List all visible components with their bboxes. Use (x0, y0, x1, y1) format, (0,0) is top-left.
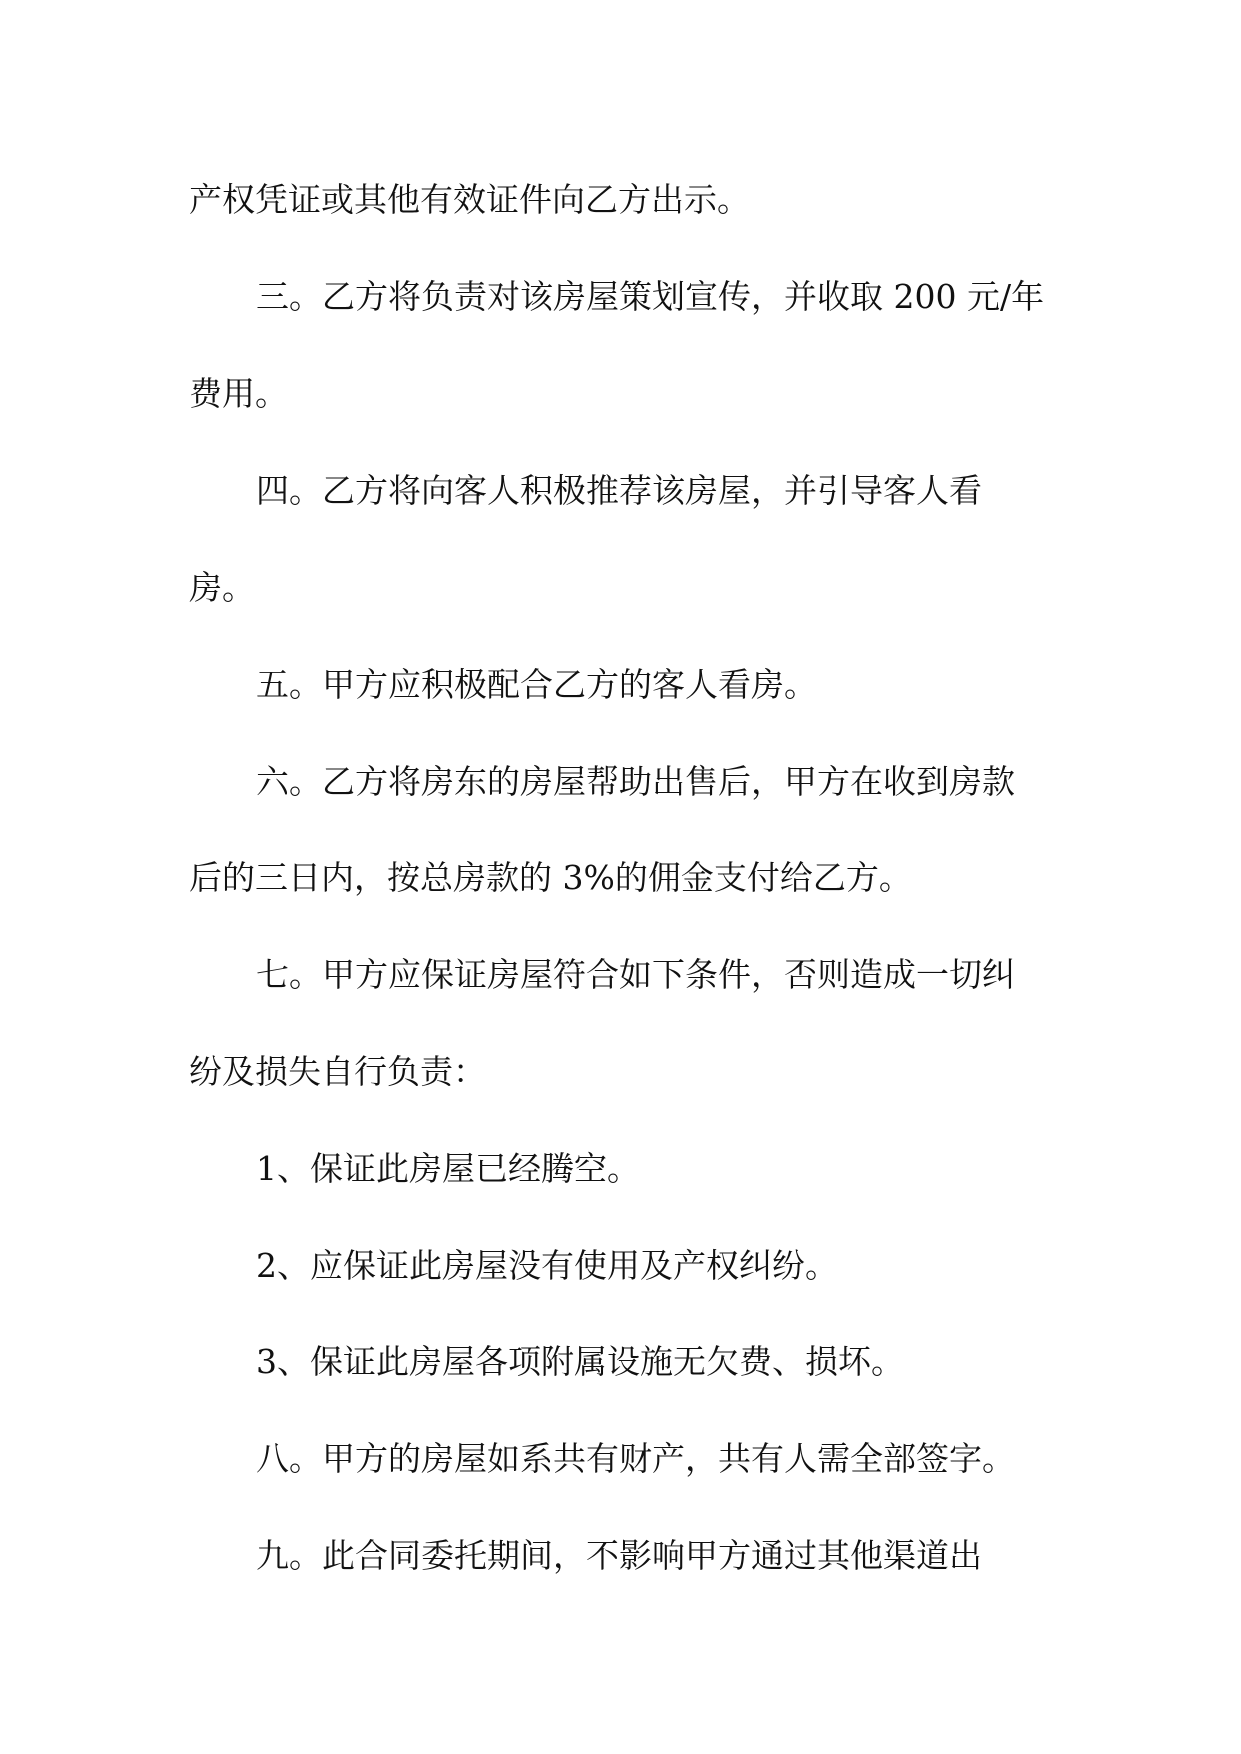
text-line: 八。甲方的房屋如系共有财产，共有人需全部签字。 (256, 1439, 1015, 1478)
text-line: 四。乙方将向客人积极推荐该房屋，并引导客人看 (256, 471, 982, 510)
text-line: 五。甲方应积极配合乙方的客人看房。 (256, 665, 817, 704)
text-line: 六。乙方将房东的房屋帮助出售后，甲方在收到房款 (256, 762, 1015, 801)
text-line: 三。乙方将负责对该房屋策划宣传，并收取 200 元/年 (256, 277, 1045, 316)
text-line: 七。甲方应保证房屋符合如下条件，否则造成一切纠 (256, 955, 1015, 994)
text-line: 2、应保证此房屋没有使用及产权纠纷。 (256, 1246, 838, 1285)
text-line: 3、保证此房屋各项附属设施无欠费、损坏。 (256, 1342, 904, 1381)
text-line: 九。此合同委托期间，不影响甲方通过其他渠道出 (256, 1536, 982, 1575)
text-line: 费用。 (189, 374, 288, 413)
text-line: 房。 (189, 568, 255, 607)
text-line: 纷及损失自行负责： (189, 1052, 486, 1091)
text-line: 产权凭证或其他有效证件向乙方出示。 (189, 180, 750, 219)
text-line: 后的三日内，按总房款的 3%的佣金支付给乙方。 (189, 858, 912, 897)
text-line: 1、保证此房屋已经腾空。 (256, 1149, 640, 1188)
